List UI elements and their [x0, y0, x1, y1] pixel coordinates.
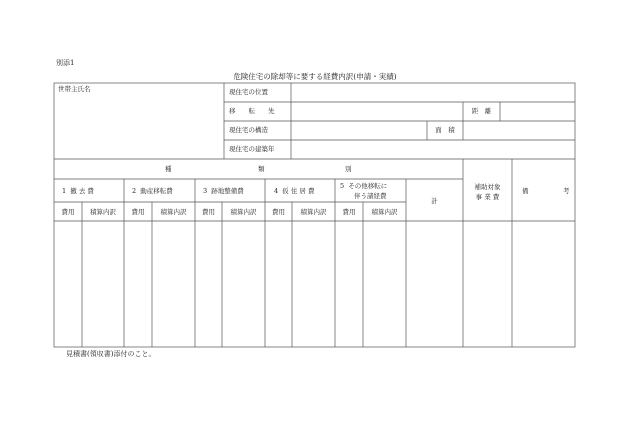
category-5-label-line1: その他移転に	[348, 182, 388, 190]
year-built-label: 現住宅の建築年	[229, 145, 275, 153]
sub-cost-5: 費用	[342, 208, 356, 216]
location-label: 現住宅の位置	[229, 88, 268, 96]
sub-breakdown-3: 積算内訳	[230, 208, 257, 216]
remarks-label-b: 考	[563, 187, 570, 195]
attachment-label: 別添1	[56, 59, 75, 67]
total-label: 計	[431, 197, 438, 205]
category-4-number: 4	[274, 187, 279, 195]
sub-cost-1: 費用	[61, 208, 75, 216]
distance-label: 距 離	[471, 107, 492, 115]
category-5	[340, 182, 387, 190]
footer-note: 見積書(領収書)添付のこと。	[66, 350, 156, 358]
structure-label: 現住宅の構造	[229, 126, 268, 134]
sub-breakdown-1: 積算内訳	[90, 208, 116, 216]
kind-char-1: 種	[165, 165, 172, 173]
subsidy-label-line1: 補助対象	[474, 183, 501, 191]
sub-breakdown-4: 積算内訳	[300, 208, 327, 216]
category-5-line2: 伴う諸経費	[354, 192, 387, 200]
category-3-number: 3	[203, 187, 208, 195]
category-2-label: 動産移転費	[140, 187, 173, 195]
remarks-label-a: 備	[522, 187, 529, 195]
sub-cost-2: 費用	[131, 208, 145, 216]
category-3-label: 跡地整備費	[211, 187, 244, 195]
relocation-label: 移 転 先	[229, 107, 275, 115]
document-title: 危険住宅の除却等に要する経費内訳(申請・実績)	[233, 72, 397, 81]
kind-char-3: 別	[345, 165, 352, 173]
area-label: 面 積	[435, 126, 455, 134]
category-4-label: 仮 住 居 費	[282, 187, 315, 195]
category-5-number: 5	[340, 182, 345, 190]
category-1-number: 1	[62, 187, 67, 195]
category-1	[62, 187, 94, 195]
category-3	[203, 187, 244, 195]
sub-cost-4: 費用	[272, 208, 285, 216]
category-2-number: 2	[132, 187, 137, 195]
kind-char-2: 類	[258, 165, 265, 173]
category-4	[274, 187, 314, 195]
sub-breakdown-5: 積算内訳	[371, 208, 398, 216]
subsidy-label-line2: 事 業 費	[475, 193, 500, 201]
sub-breakdown-2: 積算内訳	[160, 208, 187, 216]
sub-cost-3: 費用	[202, 208, 215, 216]
category-1-label: 撤 去 費	[70, 187, 94, 195]
household-head-label: 世帯主氏名	[58, 85, 91, 93]
category-2	[132, 187, 173, 195]
